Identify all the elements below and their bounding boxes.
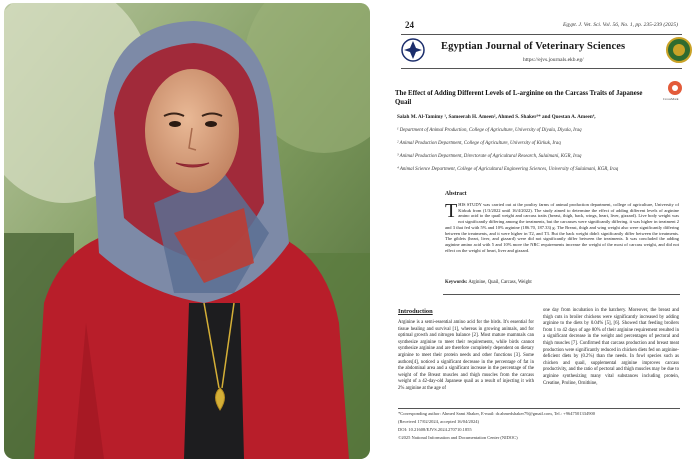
keywords-label: Keywords: — [445, 280, 468, 285]
affiliation-4: ⁴ Animal Science Department, College of Agricultural Engineering Sciences, University of Sulaimani, KGR, Iraq — [397, 167, 619, 172]
page-number: 24 — [405, 20, 414, 30]
footnote-copyright: ©2025 National Information and Documentation Center (NIDOC) — [398, 435, 518, 440]
keywords-value: Arginine, Quail, Carcass, Weight — [468, 280, 532, 285]
abstract-drop-cap: T — [445, 200, 458, 222]
footnote-doi: DOI: 10.21608/EJVS.2024.270710.1855 — [398, 427, 472, 432]
abstract-rule — [443, 294, 680, 295]
portrait-photo — [4, 3, 370, 459]
university-seal-icon — [666, 37, 692, 63]
header-rule-lower — [401, 68, 682, 69]
journal-logo — [401, 38, 425, 62]
abstract-body: HIS STUDY was carried out at the poultry farms of animal production department, college of agriculture, University of Kirkuk from (1/3/2022 until 16/4/2022). The study aimed to determine the effect of adding different levels of arginine amino acid to the quail weight and carcass traits (breast, thigh, back, wings, heart, liver, gizzard). Live body weight was not significantly differing among the treatments, but the carcasses were significantly differing. it was higher in treatment 2 and 3 that fed with 5% and 10% arginine (186.70, 187.33) g. The Breast, thigh and wing weight also were significantly differing between the treatments, and it were higher in T2, and T3. But the back weight didn't significantly differ between the treatments. The giblets (heart, liver, and gizzard) were did not significantly differ between the treatments. It was concluded the adding arginine amino acid with 5 and 10% more the NRC requirements increase the weight of the most of carcass weight, and did not effect on the weight of heart, liver and gizzard. — [445, 202, 679, 253]
introduction-heading: Introduction — [398, 308, 433, 315]
journal-url[interactable]: https://ejvs.journals.ekb.eg/ — [523, 57, 584, 63]
journal-reference: Egypt. J. Vet. Sci. Vol. 56, No. 1, pp. 235-239 (2025) — [562, 22, 678, 28]
intro-column-left: Arginine is a semi-essential amino acid for the birds. It's essential for tissue healing and survival [1], whereas in growing animals, and for optimal growth and nitrogen balance [2]. Most mature mammals can synthesize arginine to meet their requirements, while birds cannot synthesize arginine and are therefore completely dependent on dietary arginine to meet their protein needs and other functions [3]. Some authors[4], noticed a significant decrease in the percentage of fat in the abdominal area and a significant increase in the percentage of the weight of the Breast muscles and thigh muscles from the carcass weight of a 42-day-old Japanese quail as a result of injecting it with 2% arginine at the age of — [398, 320, 534, 391]
affiliation-3: ³ Animal Production Department, Directorate of Agricultural Research, Sulaimani, KGR, Iraq — [397, 154, 582, 159]
footnote-received: (Received 17/02/2024, accepted 16/04/2024) — [398, 419, 479, 424]
keywords — [445, 280, 532, 285]
footnote-rule — [398, 408, 680, 409]
crossmark-icon[interactable] — [667, 80, 683, 96]
header-rule — [401, 34, 682, 35]
journal-name: Egyptian Journal of Veterinary Sciences — [441, 41, 626, 52]
article-title: The Effect of Adding Different Levels of L-arginine on the Carcass Traits of Japanese Quail — [395, 90, 643, 106]
footnote-corresponding: *Corresponding author: Ahmed Sami Shaker, E-mail: dr.ahmedshaker79@gmail.com, Tel.: +9647501334900 — [398, 411, 595, 416]
journal-article-page — [383, 8, 696, 458]
abstract-text — [445, 202, 679, 253]
crossmark-label: CrossMark — [663, 97, 679, 101]
article-authors: Salah M. Al-Tamimy ¹, Sameerah H. Ameen², Ahmed S. Shaker³* and Questan A. Ameen⁴, — [397, 114, 596, 120]
affiliation-2: ² Animal Production Department, College of Agriculture, University of Kirkuk, Iraq — [397, 141, 561, 146]
abstract-heading: Abstract — [445, 191, 467, 197]
intro-column-right: one day from incubation in the hatchery. Moreover, the breast and thigh cuts in broiler chickens were significantly increased by adding arginine to the diets by 0.04% [5], [6]. Showed that feeding broilers from 1 to 42 days of age 80% of their arginine requirement resulted in a significant decrease in the weight and percentages of pectoral and thigh muscles [7]. Confirmed that carcass production and breast meat production were significantly reduced in chicken diets fed on arginine-deficient diets by (0.2%) than the needs. In fowl species such as chicken and quail, supplemental arginine improves carcass productivity, and the ratio of pectoral and thigh muscles may be due to arginine synthesizing many vital substances including protein, Creatine, Proline, Ornithine, — [543, 308, 679, 386]
affiliation-1: ¹ Department of Animal Production, College of Agriculture, University of Diyala, Diyala, Iraq — [397, 128, 582, 133]
